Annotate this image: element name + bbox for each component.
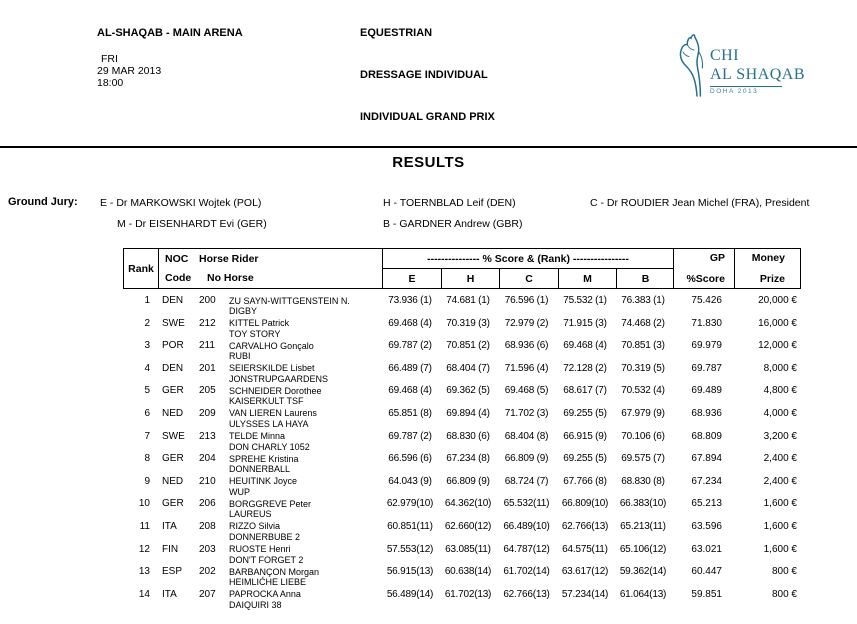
rank-cell: 9 <box>144 475 150 487</box>
column-header-competitor <box>158 249 382 288</box>
horse-name: JONSTRUPGAARDENS <box>229 373 329 384</box>
score-judge-c: 68.936 (6) <box>504 340 549 352</box>
rider-name: RUOSTE Henri <box>229 544 291 555</box>
gp-score: 65.213 <box>691 498 722 510</box>
score-judge-e: 66.596 (6) <box>388 453 432 465</box>
table-row <box>123 363 801 386</box>
score-judge-c: 65.532(11) <box>503 498 550 510</box>
rider-name: HEUITINK Joyce <box>229 476 298 487</box>
score-judge-m: 66.809(10) <box>561 498 609 510</box>
rank-cell: 3 <box>144 340 150 352</box>
horse-name: RUBI <box>229 351 251 362</box>
score-judge-m: 66.915 (9) <box>563 430 607 442</box>
money-label-line1: Money <box>751 252 785 264</box>
money-label-line2: Prize <box>759 273 785 285</box>
noc-code: DEN <box>162 295 184 306</box>
noc-code: SWE <box>162 317 185 329</box>
score-judge-h: 66.809 (9) <box>446 475 490 487</box>
money-prize: 800 € <box>771 566 797 578</box>
money-prize: 16,000 € <box>758 317 797 329</box>
competitor-cell <box>157 498 381 521</box>
money-prize: 1,600 € <box>763 498 797 510</box>
score-judge-h: 62.660(12) <box>444 520 492 532</box>
competitor-cell <box>157 318 381 341</box>
rank-cell: 5 <box>144 385 150 397</box>
logo-divider <box>710 86 782 87</box>
table-row <box>123 295 801 318</box>
score-judge-m: 69.468 (4) <box>563 340 607 352</box>
noc-code: ITA <box>162 520 177 532</box>
rider-name: CARVALHO Gonçalo <box>229 340 314 351</box>
rank-cell: 10 <box>138 498 150 510</box>
gp-score: 60.447 <box>691 566 722 578</box>
score-judge-b: 74.468 (2) <box>621 317 665 329</box>
column-header-judge-e: E <box>408 272 416 285</box>
score-judge-m: 67.766 (8) <box>563 475 607 487</box>
discipline-title: DRESSAGE INDIVIDUAL <box>360 69 488 81</box>
start-number: 209 <box>199 407 216 419</box>
score-judge-e: 65.851 (8) <box>388 407 432 419</box>
competitor-cell <box>157 544 381 567</box>
score-judge-c: 68.724 (7) <box>504 475 549 487</box>
score-judge-c: 62.766(13) <box>503 588 550 600</box>
rider-name: PAPROCKA Anna <box>229 589 301 600</box>
score-judge-e: 62.979(10) <box>386 498 434 510</box>
score-judge-e: 60.851(11) <box>387 520 433 532</box>
start-number: 202 <box>199 566 216 578</box>
money-prize: 2,400 € <box>763 453 797 465</box>
score-judge-h: 69.894 (4) <box>446 407 490 419</box>
score-judge-b: 67.979 (9) <box>621 407 665 419</box>
score-judge-h: 67.234 (8) <box>446 453 490 465</box>
gp-score: 75.426 <box>691 295 722 306</box>
judge-m: M - Dr EISENHARDT Evi (GER) <box>117 218 267 230</box>
score-judge-b: 61.064(13) <box>619 588 667 600</box>
score-judge-c: 64.787(12) <box>503 543 550 555</box>
noc-code: POR <box>162 340 184 352</box>
results-table-body <box>123 295 801 611</box>
money-prize: 4,000 € <box>763 407 797 419</box>
gp-score: 71.830 <box>691 317 722 329</box>
money-prize: 20,000 € <box>758 295 797 306</box>
gp-score: 67.894 <box>691 453 722 465</box>
gp-score: 63.596 <box>691 520 722 532</box>
table-row <box>123 408 801 431</box>
score-judge-e: 73.936 (1) <box>388 295 432 306</box>
score-judge-e: 56.915(13) <box>386 566 434 578</box>
table-row <box>123 340 801 363</box>
score-judge-c: 68.404 (8) <box>504 430 549 442</box>
start-number: 212 <box>199 317 216 329</box>
score-judge-b: 69.575 (7) <box>621 453 665 465</box>
score-judge-m: 72.128 (2) <box>563 362 607 374</box>
money-prize: 4,800 € <box>763 385 797 397</box>
noc-code: ESP <box>162 566 183 578</box>
competitor-cell <box>157 589 381 612</box>
score-judge-h: 68.830 (6) <box>446 430 490 442</box>
judge-b: B - GARDNER Andrew (GBR) <box>383 218 523 230</box>
column-header-no-horse: No Horse <box>207 272 254 284</box>
horse-name: DONNERBUBE 2 <box>229 531 301 542</box>
score-judge-c: 72.979 (2) <box>504 317 549 329</box>
score-judge-h: 68.404 (7) <box>446 362 490 374</box>
table-row <box>123 498 801 521</box>
noc-code: GER <box>162 385 184 397</box>
column-header-judge-m: M <box>558 269 616 288</box>
column-header-judge-c: C <box>499 269 558 288</box>
start-number: 204 <box>199 453 216 465</box>
table-row <box>123 385 801 408</box>
rider-name: KITTEL Patrick <box>229 318 290 329</box>
judge-e: E - Dr MARKOWSKI Wojtek (POL) <box>100 197 262 209</box>
noc-code: FIN <box>162 543 179 555</box>
score-judge-b: 70.851 (3) <box>621 340 665 352</box>
money-prize: 2,400 € <box>763 475 797 487</box>
competitor-cell <box>157 340 381 363</box>
start-number: 206 <box>199 498 216 510</box>
start-number: 211 <box>199 340 215 352</box>
competitor-cell <box>157 408 381 431</box>
column-header-rank: Rank <box>128 262 154 275</box>
horse-name: HEIMLIĆHE LIEBE <box>229 577 307 588</box>
rider-name: SEIERSKILDE Lisbet <box>229 363 315 374</box>
score-judge-m: 57.234(14) <box>561 588 609 600</box>
column-header-noc: NOC <box>165 253 189 265</box>
judge-h: H - TOERNBLAD Leif (DEN) <box>383 197 516 209</box>
score-judge-e: 69.787 (2) <box>388 340 432 352</box>
event-time: 18:00 <box>97 77 124 89</box>
rider-name: BORGGREVE Peter <box>229 498 312 509</box>
score-judge-e: 69.468 (4) <box>388 317 432 329</box>
start-number: 205 <box>199 385 216 397</box>
gp-score: 69.787 <box>691 362 722 374</box>
rank-cell: 2 <box>144 317 150 329</box>
rider-name: TELDE Minna <box>229 431 286 442</box>
competition-title: INDIVIDUAL GRAND PRIX <box>360 111 495 123</box>
score-judge-m: 62.766(13) <box>561 520 609 532</box>
noc-code: GER <box>162 453 184 465</box>
score-judge-h: 60.638(14) <box>444 566 492 578</box>
column-header-code: Code <box>165 272 192 284</box>
start-number: 210 <box>199 475 216 487</box>
money-prize: 1,600 € <box>763 520 797 532</box>
table-row <box>123 521 801 544</box>
start-number: 203 <box>199 543 216 555</box>
score-judge-m: 69.255 (5) <box>563 453 607 465</box>
horse-name: DONNERBALL <box>229 464 291 475</box>
competitor-cell <box>157 566 381 589</box>
score-judge-b: 66.383(10) <box>619 498 667 510</box>
competitor-cell <box>157 295 381 318</box>
horse-name: KAISERKULT TSF <box>229 396 304 407</box>
start-number: 200 <box>199 295 216 306</box>
score-judge-e: 57.553(12) <box>386 543 434 555</box>
score-judge-b: 68.830 (8) <box>621 475 665 487</box>
noc-code: DEN <box>162 362 184 374</box>
score-judge-h: 63.085(11) <box>445 543 491 555</box>
results-table-header <box>123 248 801 289</box>
table-row <box>123 318 801 341</box>
horse-name: DIGBY <box>229 306 258 316</box>
rider-name: BARBANÇON Morgan <box>229 566 320 577</box>
column-header-judge-b: B <box>616 269 674 288</box>
competitor-cell <box>157 431 381 454</box>
competitor-cell <box>157 476 381 499</box>
score-judge-c: 71.596 (4) <box>504 362 549 374</box>
table-row <box>123 566 801 589</box>
gp-label-line2: %Score <box>686 273 725 285</box>
column-header-gp-score <box>673 249 734 288</box>
score-group-label: --------------- % Score & (Rank) ---------------- <box>427 252 629 265</box>
rank-cell: 13 <box>138 566 150 578</box>
noc-code: NED <box>162 407 184 419</box>
horse-name: LAUREUS <box>229 509 272 520</box>
gp-score: 68.936 <box>691 407 722 419</box>
table-row <box>123 476 801 499</box>
event-day: FRI <box>101 53 118 65</box>
score-judge-m: 63.617(12) <box>561 566 609 578</box>
start-number: 213 <box>199 430 216 442</box>
rank-cell: 8 <box>144 453 150 465</box>
score-judge-b: 65.106(12) <box>619 543 667 555</box>
column-header-judge-h: H <box>441 269 499 288</box>
noc-code: NED <box>162 475 184 487</box>
competitor-cell <box>157 521 381 544</box>
money-prize: 800 € <box>771 588 797 600</box>
score-judge-h: 61.702(13) <box>444 588 492 600</box>
money-prize: 1,600 € <box>763 543 797 555</box>
column-header-horse-rider: Horse Rider <box>199 253 259 265</box>
score-judge-e: 69.787 (2) <box>388 430 432 442</box>
horse-name: WUP <box>229 486 250 497</box>
score-judge-e: 69.468 (4) <box>388 385 432 397</box>
column-header-score-group <box>382 249 673 288</box>
score-judge-e: 56.489(14) <box>386 588 434 600</box>
score-judge-h: 74.681 (1) <box>446 295 490 306</box>
horse-name: TOY STORY <box>229 328 281 339</box>
ground-jury-label: Ground Jury: <box>8 196 78 208</box>
score-judge-m: 68.617 (7) <box>563 385 607 397</box>
competitor-cell <box>157 453 381 476</box>
money-prize: 12,000 € <box>758 340 797 352</box>
score-judge-c: 69.468 (5) <box>504 385 549 397</box>
column-header-money-prize <box>734 249 800 288</box>
gp-score: 69.489 <box>691 385 722 397</box>
rank-cell: 12 <box>138 543 150 555</box>
score-judge-h: 64.362(10) <box>444 498 492 510</box>
judge-letter-row <box>383 268 673 288</box>
sport-title: EQUESTRIAN <box>360 27 433 39</box>
gp-score: 63.021 <box>691 543 722 555</box>
rider-name: ZU SAYN-WITTGENSTEIN N. <box>229 295 350 306</box>
start-number: 201 <box>199 362 216 374</box>
table-row <box>123 431 801 454</box>
score-judge-c: 66.489(10) <box>503 520 550 532</box>
score-judge-m: 71.915 (3) <box>563 317 607 329</box>
rank-cell: 1 <box>144 295 150 306</box>
horse-name: DON'T FORGET 2 <box>229 554 304 565</box>
score-judge-e: 66.489 (7) <box>388 362 432 374</box>
start-number: 208 <box>199 520 216 532</box>
rank-cell: 6 <box>144 407 150 419</box>
score-judge-b: 70.532 (4) <box>621 385 665 397</box>
score-judge-m: 64.575(11) <box>562 543 608 555</box>
table-row <box>123 589 801 612</box>
rider-name: VAN LIEREN Laurens <box>229 408 317 419</box>
page-title: RESULTS <box>392 154 465 171</box>
competitor-cell <box>157 385 381 408</box>
header-divider-rule <box>0 146 857 148</box>
table-row <box>123 453 801 476</box>
horse-name: DAIQUIRI 38 <box>229 599 282 610</box>
noc-code: GER <box>162 498 184 510</box>
score-judge-h: 70.319 (3) <box>446 317 490 329</box>
logo-line-doha: DOHA 2013 <box>710 88 759 95</box>
rider-name: SPREHE Kristina <box>229 453 299 464</box>
score-judge-b: 65.213(11) <box>620 520 666 532</box>
score-judge-c: 76.596 (1) <box>504 295 549 306</box>
rank-cell: 11 <box>139 520 150 532</box>
rider-name: SCHNEIDER Dorothee <box>229 385 322 396</box>
noc-code: SWE <box>162 430 185 442</box>
horse-head-icon <box>674 32 708 103</box>
gp-score: 67.234 <box>691 475 722 487</box>
table-row <box>123 544 801 567</box>
score-judge-c: 61.702(14) <box>503 566 550 578</box>
score-judge-b: 76.383 (1) <box>621 295 665 306</box>
gp-score: 69.979 <box>691 340 722 352</box>
chi-al-shaqab-logo <box>674 28 805 103</box>
score-judge-c: 66.809 (9) <box>504 453 549 465</box>
rank-cell: 4 <box>144 362 150 374</box>
event-date: 29 MAR 2013 <box>97 65 162 77</box>
horse-name: DON CHARLY 1052 <box>229 441 310 452</box>
start-number: 207 <box>199 588 216 600</box>
rank-cell: 14 <box>138 588 150 600</box>
noc-code: ITA <box>162 588 177 600</box>
score-judge-b: 70.319 (5) <box>621 362 665 374</box>
money-prize: 3,200 € <box>763 430 797 442</box>
rider-name: RIZZO Silvia <box>229 521 281 532</box>
logo-line-al-shaqab: AL SHAQAB <box>710 66 806 83</box>
judge-c-president: C - Dr ROUDIER Jean Michel (FRA), President <box>590 197 810 209</box>
gp-score: 68.809 <box>691 430 722 442</box>
horse-name: ULYSSES LA HAYA <box>229 418 309 429</box>
score-judge-h: 69.362 (5) <box>446 385 490 397</box>
logo-text <box>710 28 805 96</box>
score-judge-e: 64.043 (9) <box>388 475 432 487</box>
score-judge-c: 71.702 (3) <box>504 407 549 419</box>
score-judge-h: 70.851 (2) <box>446 340 490 352</box>
score-judge-b: 59.362(14) <box>619 566 667 578</box>
score-judge-b: 70.106 (6) <box>621 430 665 442</box>
rank-cell: 7 <box>144 430 150 442</box>
gp-label-line1: GP <box>709 252 725 264</box>
gp-score: 59.851 <box>691 588 722 600</box>
venue-title: AL-SHAQAB - MAIN ARENA <box>97 27 243 39</box>
money-prize: 8,000 € <box>763 362 797 374</box>
logo-line-chi: CHI <box>710 47 740 64</box>
score-judge-m: 69.255 (5) <box>563 407 607 419</box>
competitor-cell <box>157 363 381 386</box>
score-judge-m: 75.532 (1) <box>563 295 607 306</box>
